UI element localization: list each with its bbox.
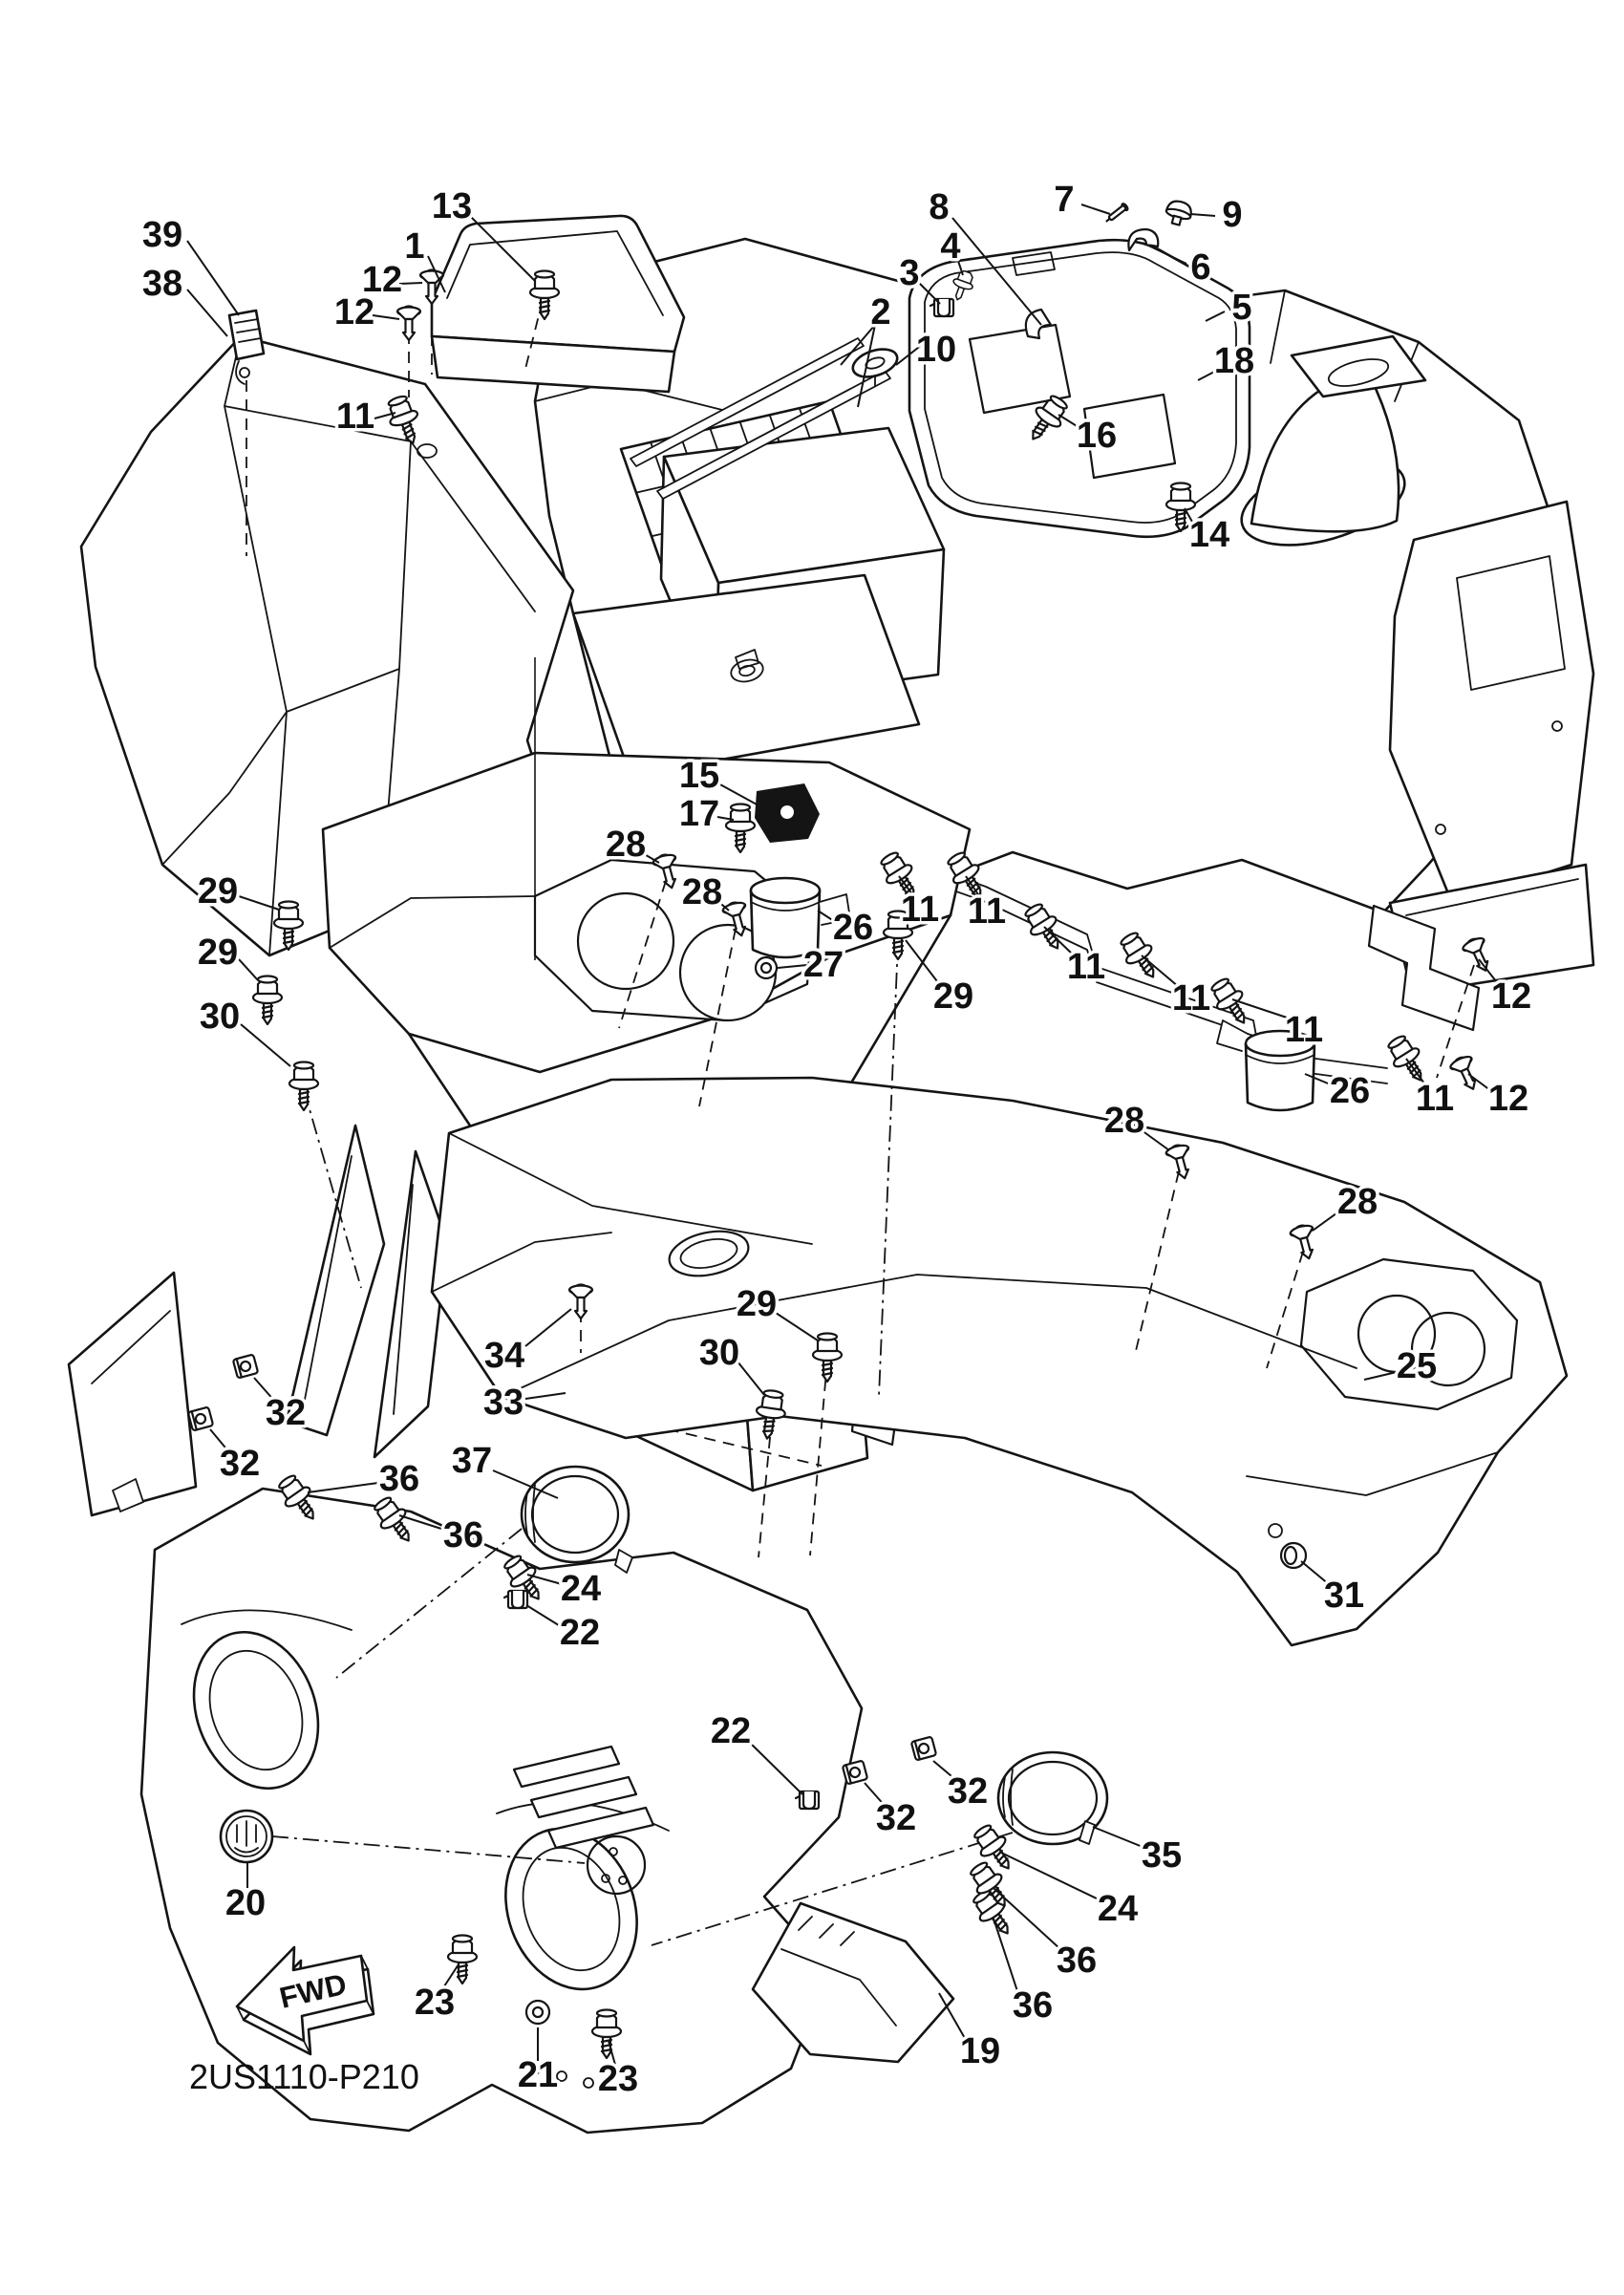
callout-21: 21	[517, 2055, 559, 2095]
callout-31: 31	[1323, 1576, 1365, 1616]
callout-2: 2	[870, 292, 891, 332]
callout-35: 35	[1141, 1835, 1183, 1876]
callout-16: 16	[1076, 416, 1118, 456]
fastener-cap-icon	[1164, 199, 1193, 227]
callout-36: 36	[1056, 1941, 1098, 1981]
callout-34: 34	[483, 1336, 525, 1376]
callout-29: 29	[932, 976, 974, 1017]
callout-29: 29	[197, 871, 239, 912]
callout-25: 25	[1396, 1346, 1438, 1386]
fastener-jclip-icon	[796, 1791, 819, 1809]
callout-14: 14	[1188, 515, 1230, 555]
callout-18: 18	[1213, 341, 1255, 381]
callout-24: 24	[1097, 1889, 1139, 1929]
fastener-clipnut-icon	[911, 1736, 936, 1760]
callout-12: 12	[1487, 1079, 1529, 1119]
callout-32: 32	[265, 1393, 307, 1433]
callout-30: 30	[199, 997, 241, 1037]
callout-28: 28	[1103, 1101, 1145, 1141]
fastener-screw-lg-icon	[289, 1062, 318, 1111]
leader-line	[1093, 1827, 1143, 1847]
fastener-clipnut-icon	[233, 1354, 258, 1378]
callout-32: 32	[875, 1798, 917, 1838]
callout-3: 3	[899, 253, 920, 293]
leader-line	[241, 1024, 290, 1066]
leader-line	[187, 241, 239, 315]
callout-11: 11	[967, 891, 1007, 932]
callout-30: 30	[698, 1333, 740, 1373]
callout-36: 36	[378, 1459, 420, 1499]
callout-29: 29	[197, 933, 239, 973]
callout-9: 9	[1222, 195, 1243, 235]
callout-5: 5	[1231, 288, 1252, 328]
callout-37: 37	[451, 1441, 493, 1481]
fastener-jclip-icon	[930, 299, 953, 316]
callout-36: 36	[1012, 1985, 1054, 2026]
callout-23: 23	[597, 2059, 639, 2099]
fastener-clipnut-icon	[188, 1406, 213, 1430]
callout-24: 24	[560, 1569, 602, 1609]
callout-6: 6	[1190, 247, 1211, 288]
fastener-washer-icon	[526, 2001, 549, 2024]
airbox-cover-outline	[432, 216, 684, 392]
callout-11: 11	[1171, 978, 1211, 1019]
callout-15: 15	[678, 756, 720, 796]
leader-line	[308, 1483, 378, 1492]
fastener-screw-lg-icon	[253, 976, 282, 1025]
callout-20: 20	[224, 1883, 267, 1923]
callout-26: 26	[832, 908, 874, 948]
callout-22: 22	[559, 1613, 601, 1653]
callout-17: 17	[678, 794, 720, 834]
callout-13: 13	[431, 186, 473, 226]
diagram-part-code: 2US1110-P210	[189, 2057, 419, 2096]
fastener-grommet-icon	[756, 957, 777, 978]
callout-11: 11	[900, 890, 940, 930]
fastener-jclip-icon	[504, 1591, 527, 1608]
callout-32: 32	[219, 1444, 261, 1484]
callout-11: 11	[335, 397, 375, 437]
callout-11: 11	[1066, 947, 1106, 987]
brand-emblem-icon	[221, 1811, 272, 1862]
callout-32: 32	[947, 1771, 989, 1812]
callout-22: 22	[710, 1711, 752, 1751]
headlight-ring-left	[522, 1467, 632, 1573]
callout-10: 10	[915, 330, 957, 370]
fastener-rivet-icon	[397, 307, 420, 341]
leader-line	[399, 283, 422, 284]
callout-38: 38	[141, 264, 183, 304]
leader-line	[187, 290, 227, 336]
headlight-ring-right	[998, 1752, 1107, 1844]
callout-12: 12	[333, 292, 375, 332]
callout-27: 27	[802, 945, 844, 985]
callout-8: 8	[929, 187, 950, 227]
fwd-arrow-label: FWD	[276, 1966, 350, 2015]
leader-line	[999, 1852, 1099, 1899]
leader-line	[994, 1888, 1060, 1949]
leader-line	[373, 315, 399, 319]
callout-7: 7	[1054, 180, 1075, 220]
callout-28: 28	[681, 872, 723, 912]
callout-1: 1	[404, 226, 425, 267]
callout-12: 12	[1490, 976, 1532, 1017]
leader-line	[1190, 214, 1215, 216]
fastener-plug-icon	[1281, 1543, 1306, 1568]
callout-12: 12	[361, 260, 403, 300]
leader-line	[1081, 204, 1110, 214]
callout-23: 23	[414, 1983, 456, 2023]
callout-28: 28	[605, 825, 647, 865]
leader-line	[239, 959, 258, 980]
callout-19: 19	[959, 2031, 1001, 2071]
callout-29: 29	[736, 1284, 778, 1324]
callout-26: 26	[1329, 1071, 1371, 1111]
fastener-clipnut-icon	[843, 1760, 867, 1784]
part-outlines	[69, 216, 1593, 2133]
callout-39: 39	[141, 215, 183, 255]
callout-33: 33	[482, 1383, 524, 1423]
callout-36: 36	[442, 1515, 484, 1555]
callout-11: 11	[1415, 1079, 1455, 1119]
callout-4: 4	[940, 226, 961, 267]
callout-28: 28	[1336, 1182, 1378, 1222]
callout-11: 11	[1284, 1010, 1324, 1050]
